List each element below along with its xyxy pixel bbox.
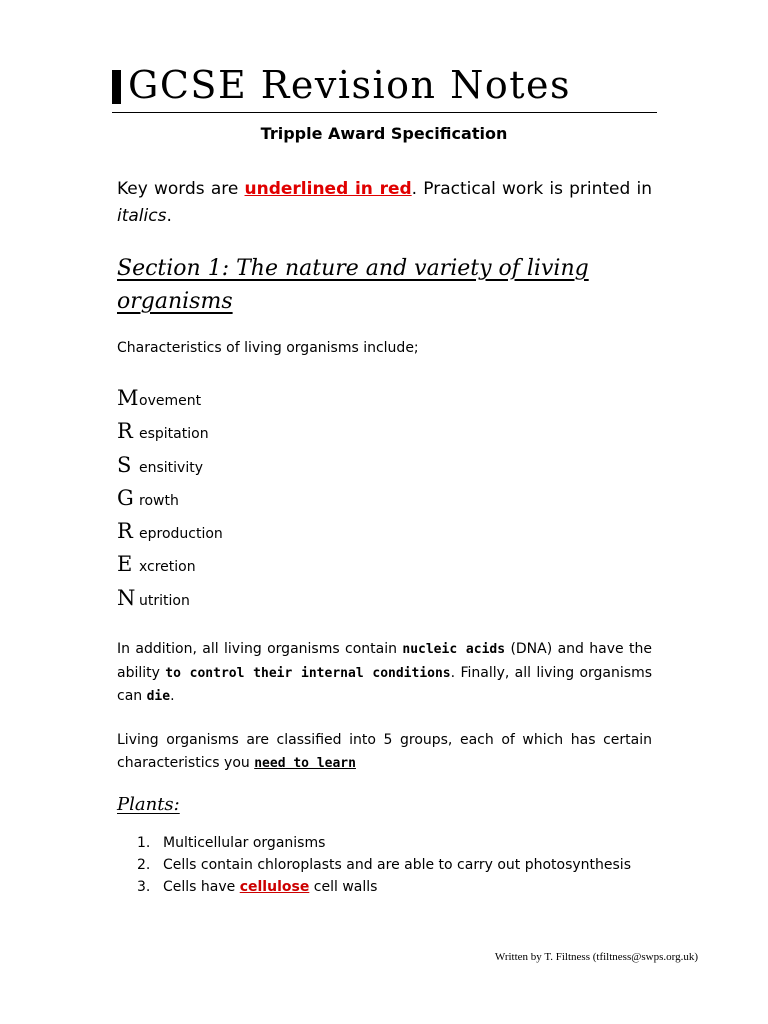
title-rule [112, 112, 657, 113]
initial-letter: E [117, 552, 133, 577]
item-text-pre: Cells have [163, 879, 240, 895]
list-item [117, 519, 223, 552]
item-text: Multicellular organisms [163, 835, 326, 851]
item-text-post: cell walls [309, 879, 378, 895]
list-item [117, 419, 223, 452]
keyword-need-to-learn: need to learn [254, 755, 356, 771]
word-rest: espitation [139, 426, 209, 443]
list-item [117, 552, 223, 585]
characteristics-list [117, 386, 223, 619]
initial-letter: R [117, 519, 133, 544]
paragraph-text: . [170, 688, 175, 704]
word-rest: ovement [139, 393, 202, 409]
page-title: GCSE Revision Notes [128, 63, 571, 107]
paragraph-text: In addition, all living organisms contain [117, 641, 403, 657]
plants-heading: Plants: [117, 794, 180, 815]
item-number: 2. [137, 857, 151, 873]
key-words-text-2: . Practical work is printed in [411, 179, 652, 199]
list-item [137, 876, 652, 898]
keyword-internal-conditions: to control their internal conditions [165, 665, 451, 681]
author-footer: Written by T. Filtness (tfiltness@swps.org.uk) [494, 951, 698, 963]
word-rest: eproduction [139, 526, 223, 543]
word-rest: utrition [139, 592, 190, 609]
title-bar-mark [112, 70, 121, 104]
word-rest: rowth [139, 492, 179, 509]
initial-letter: M [117, 386, 139, 410]
key-words-italic-example: italics [117, 206, 167, 226]
word-rest: xcretion [139, 559, 196, 576]
item-text [163, 876, 652, 898]
key-words-note [117, 176, 652, 230]
initial-letter: S [117, 452, 132, 477]
item-number: 1. [137, 835, 151, 851]
initial-letter: N [117, 585, 136, 610]
key-words-text-3: . [166, 206, 172, 226]
keyword-nucleic-acids: nucleic acids [402, 642, 506, 657]
section-heading: Section 1: The nature and variety of living organisms [117, 256, 589, 314]
keyword-die: die [146, 689, 171, 704]
paragraph-text: (DNA) and have the ability [117, 641, 653, 681]
initial-letter: R [117, 419, 133, 444]
paragraph-text: Living organisms are classified into 5 groups, each of which has certain characteristics you [117, 732, 652, 771]
list-item [137, 854, 652, 876]
classification-paragraph [117, 729, 652, 775]
list-item [117, 586, 223, 619]
list-item [117, 453, 223, 486]
key-words-text-1: Key words are [117, 179, 245, 199]
list-item [117, 486, 223, 519]
additional-characteristics-paragraph [117, 638, 652, 709]
key-words-red-example: underlined in red [244, 179, 412, 199]
item-text: Cells contain chloroplasts and are able to carry out photosynthesis [163, 857, 631, 873]
list-item [117, 386, 223, 419]
paragraph-text: . Finally, all living organisms can [117, 664, 652, 704]
initial-letter: G [117, 485, 134, 510]
keyword-cellulose: cellulose [239, 879, 310, 895]
list-item [137, 832, 652, 854]
page-subtitle: Tripple Award Specification [260, 124, 508, 143]
item-number: 3. [137, 879, 151, 895]
characteristics-intro: Characteristics of living organisms include; [117, 340, 419, 356]
plants-list [137, 832, 652, 898]
word-rest: ensitivity [139, 459, 203, 476]
